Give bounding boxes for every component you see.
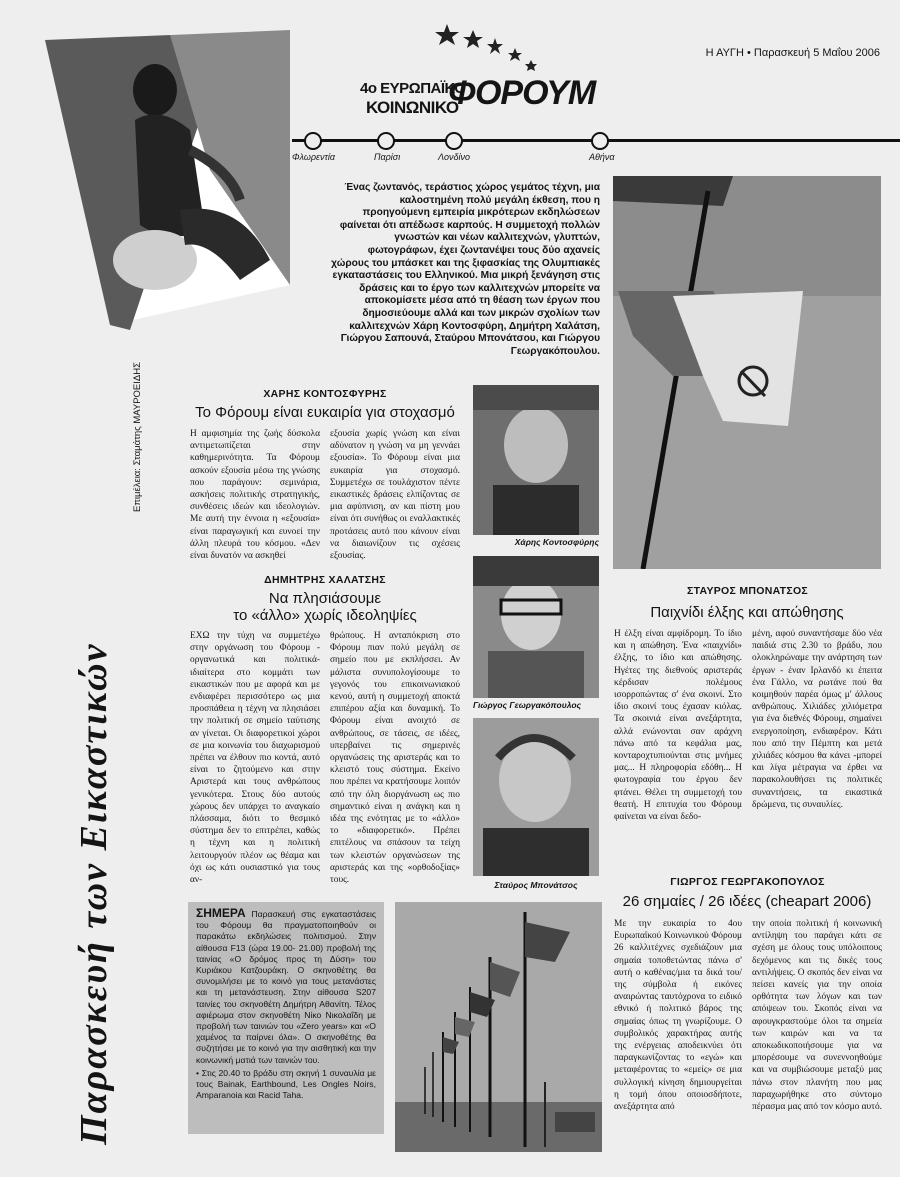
chalatsis-title-2: το «άλλο» χωρίς ιδεοληψίες [233,607,417,624]
timeline-label: Λονδίνο [438,152,471,162]
paper-date: Η ΑΥΓΗ • Παρασκευή 5 Μαΐου 2006 [705,47,880,59]
flags-installation-photo [395,902,602,1152]
kontosfyris-caption: Χάρης Κοντοσφύρης [514,537,599,547]
georgakopoulos-col2: την οποία πολιτική ή κοινωνική αντίληψη του παράγει κάτι σε σχέση με όλους τους υπόλοιπους δεχόμενος και τις δικές τους αντιλήψεις. Ο σκοπός δεν είναι να πείσει κανείς για την οποία ορθότητα των λόγων και των απόψεων του. Σκοπός είναι να αφουγκραστούμε όλοι τα σημεία των καιρών και να τα αποκωδικοποιήσουμε για να μπορέσουμε να συνεννοηθούμε και να συμβιώσουμε μεταξύ μας πάνω στον πλανήτη που μας παραχωρήθηκε στο σύντομο πέρασμα μας από τον κόσμο αυτό. [752,919,882,1113]
bonatsos-title: Παιχνίδι έλξης και απώθησης [650,604,844,621]
timeline-dot [591,132,609,150]
timeline-dot [377,132,395,150]
timeline-label: Φλωρεντία [292,152,335,162]
chalatsis-col1: ΕΧΩ την τύχη να συμμετέχω στην οργάνωση του Φόρουμ - οργανωτικά και πολιτικά- ιδιαίτερα στο κομμάτι των εικαστικών που με αφορά και με ενδιαφέρει περισσότερο ως μια προσπάθεια η τέχνη να πλησιάσει την πολιτική σε σημείο ταύτισης αν γίνεται. Οι διαφορετικοί χώροι σε μια κοινωνία του διαχωρισμού πρέπει να έλθουν πιο κοντά, αυτό είναι το ζητούμενο και στην Αριστερά και τους ανθρώπους γενικότερα. Στους δύο αυτούς χώρους δεν υπάρχει το αναγκαίο πλάσσαμα, διότι το θεσμικό σύστημα δεν το επιτρέπει, καθώς η τέχνη και η πολιτική λειτουργούν πλέον ως θέαμα και όχι ως κάτι ουσιαστικό για τους αν- [190,631,320,886]
georgakopoulos-portrait [473,556,599,698]
timeline [292,130,900,170]
bonatsos-caption: Σταύρος Μπονάτσος [494,880,578,890]
logo-line2: ΚΟΙΝΩΝΙΚΟ [366,98,459,117]
bonatsos-portrait [473,718,599,876]
kontosfyris-title: Το Φόρουμ είναι ευκαιρία για στοχασμό [195,404,455,421]
intro-text: Ένας ζωντανός, τεράστιος χώρος γεμάτος τέχνη, μια καλοστημένη πολύ μεγάλη έκθεση, που η προηγούμενη εμπειρία μικρότερων εκδηλώσεων φαίνεται ότι απέδωσε καρπούς. Η συμμετοχή πολλών γνωστών και νέων καλλιτεχνών, γλυπτών, φωτογράφων, έχει ζωντανέψει τους δύο αχανείς χώρους του μπάσκετ και της ξιφασκίας της Ολυμπιακές εγκαταστάσεις του Ελληνικού. Μια μικρή ξενάγηση στις δράσεις και το έργο των καλλιτεχνών μπορείτε να αποκομίσετε μέσα από τη θέαση των έργων που δημοσιεύουμε αλλά και των μικρών σχολίων των καλλιτεχνών Χάρη Κοντοσφύρη, Δημήτρη Χαλάτση, Γιώργου Σαπουνά, Σταύρου Μπονάτσου, και Γιώργου Γεωργακόπουλου. [331,182,600,357]
today-box [188,902,384,1134]
timeline-dot [304,132,322,150]
kontosfyris-portrait [473,385,599,535]
bullet-icon: • [196,1067,200,1078]
timeline-label: Παρίσι [374,152,401,162]
kontosfyris-col1: Η αμφισημία της ζωής δύσκολα αντιμετωπίζεται στην καθημερινότητα. Τα Φόρουμ ασκούν εξουσία μέσω της γνώσης που παράγουν: σεμινάρια, ασκήσεις πολιτικής στρατηγικής, συνθέσεις ιδεών και ιδεολογιών. Με αυτή την έννοια η «εξουσία» είναι παραγωγική και ευνοεί την άλλη πλευρά του κόσμου. «Δεν είναι δυνατόν να ασκηθεί [190,429,320,562]
logo-line1: 4ο ΕΥΡΩΠΑΪΚΟ [360,80,466,97]
georgakopoulos-name: ΓΙΩΡΓΟΣ ΓΕΩΡΓΑΚΟΠΟΥΛΟΣ [670,876,825,888]
georgakopoulos-col1: Με την ευκαιρία το 4ου Ευρωπαϊκού Κοινωνικού Φόρουμ 26 καλλιτέχνες σχεδιάζουν μια σημαία τοποθετώντας πάνω σ' αυτή ο καθένας/μια τα δικά του/της σύμβολα ή εικόνες αναιρώντας ταυτόχρονα το ειδικό εθνικό ή πολιτικό βάρος της σημαίας όπως τη γνωρίζουμε. Ο συμβολικός χαρακτήρας αυτής της ενέργειας αποδεικνύει ότι παραγκωνίζοντας το «εγώ» και μεταφέροντας το «εμείς» σε μια συλλογική κίνηση δημιουργείται η τομή όπου οποιοσδήποτε, ανεξάρτητα από [614,919,742,1113]
timeline-dot [445,132,463,150]
bonatsos-name: ΣΤΑΥΡΟΣ ΜΠΟΝΑΤΣΟΣ [686,585,809,597]
logo-word: ΦΟΡΟΥΜ [448,74,596,112]
artwork-image [40,30,295,330]
timeline-label: Αθήνα [589,152,615,162]
kontosfyris-col2: εξουσία χωρίς γνώση και είναι αδύνατον η γνώση να μη γεννάει εξουσία». Το Φόρουμ είναι μια ευκαιρία για στοχασμό. Συμμετέχω σε τουλάχιστον πέντε εικαστικές δράσεις ελπίζοντας σε μια αφύπνιση, αν και πίστη μου είναι ότι συνήθως οι εναλλακτικές προτάσεις αυτό που κάνουν είναι να διαιωνίζουν τις σχέσεις εξουσίας. [330,429,460,562]
today-bullet: Στις 20.40 το βράδυ στη σκηνή 1 συναυλία με τους Bainak, Earthbound, Les Ongles Noirs, Amparanoia και Racid Taha. [196,1067,376,1101]
today-label: ΣΗΜΕΡΑ [196,906,246,920]
bonatsos-col1: Η έλξη είναι αμφίδρομη. Το ίδιο και η απώθηση. Ένα «παιχνίδι» έλξης, το ίδιο και απώθησης. Ηγέτες της διεθνούς αριστεράς κέρδισαν πολέμους ισορροπώντας σ' ένα σκοινί. Στο ίδιο σκοινί τους έχασαν κιόλας. Τα σκοινιά είναι ανεξάρτητα, αλλά ενώνονται σαν αράχνη πάνω από τα κεφάλια μας, κονταροχτυπιούνται στις μνήμες μας... Η πληροφορία εδόθη... Η φωτογραφία του έργου δεν φτάνει. Θέλει τη συμμετοχή του θεατή. Η επιτυχία του Φόρουμ φαίνεται να είναι δεδο- [614,629,742,823]
bonatsos-col2: μένη, αφού συναντήσαμε δύο νέα παιδιά στις 2.30 το βράδυ, που ολοκληρώναμε την ανάρτηση των έργων - έναν Ιρλανδό κι έπειτα ένα Γάλλο, να ρωτάνε πού θα κοιμηθούν παρέα όμως μ' άλλους ανθρώπους. Χιλιάδες χιλιόμετρα για ένα διεθνές Φόρουμ, σημαίνει ενεργοποίηση, ενδιαφέρον. Κάτι που από την Πέμπτη και μετά χιλιάδες κόσμου θα κάνει -μπορεί και λίγα μέτραγια να έρθει να παρακολουθήσει τις πολιτικές συναντήσεις, τα εικαστικά δρώμενα, τις συναυλίες. [752,629,882,810]
chalatsis-name: ΔΗΜΗΤΡΗΣ ΧΑΛΑΤΣΗΣ [264,574,386,586]
georgakopoulos-caption: Γιώργος Γεωργακόπουλος [473,700,582,710]
georgakopoulos-title: 26 σημαίες / 26 ιδέες (cheapart 2006) [622,893,872,910]
vertical-section-title: Παρασκευή των Εικαστικών [73,642,115,1145]
forum-logo [360,74,596,128]
flag-artwork-photo [613,176,881,569]
kontosfyris-name: ΧΑΡΗΣ ΚΟΝΤΟΣΦΥΡΗΣ [263,388,387,400]
chalatsis-col2: θρώπους. Η ανταπόκριση στο Φόρουμ πιαν πολύ μεγάλη σε σημείο που με εκπλήσσει. Αν μάλιστα συνυπολογίσουμε το γεγονός του επικοινωνιακού κενού, αυτή η συμμετοχή αποκτά επιπέρου αξία και δυναμική. Το Φόρουμ είναι ανοιχτό σε ανθρώπους, σε τάσεις, σε ιδέες, υπερβαίνει τις σημερινές οργανώσεις της αριστεράς και το κλειστό τους σύστημα. Εκείνο που πρέπει να κρατήσουμε λοιπόν από την όλη διοργάνωση ως πιο σημαντικό είναι η ανάγκη και η ιδέα της ενότητας με το «άλλο» το «διαφορετικό». Πρέπει επιτέλους να σπάσουν τα τείχη των κλειστών οργανώσεων της αριστεράς και της «ορθοδοξίας» τους. [330,631,460,886]
editor-credit: Επιμέλεια: Σταμάτης ΜΑΥΡΟΕΙΔΗΣ [132,362,143,512]
today-text: Παρασκευή στις εγκαταστάσεις του Φόρουμ θα πραγματοποιηθούν οι παρακάτω εκδηλώσεις πολιτισμού. Στην αίθουσα F13 (ώρα 19.00- 21.00) προβολή της ταινίας «Ο δρόμος προς τη Δύση» του Κυριάκου Κατζουράκη. Ο σκηνοθέτης θα συνομιλήσει με το κοινό για τους μετανάστες και τη μετανάστευση. Στην αίθουσα S207 ταινίες του σκηνοθέτη Δημήτρη Αθανίτη. Τέλος αφιέρωμα στον σκηνοθέτη Νίκο Νικολαΐδη με προβολή των ταινιών του «Zero years» και «Ο χαμένος τα παίρνει όλα». Ο σκηνοθέτης θα συζητήσει με το κοινό για την αισθητική και την κοινωνική ματιά των ταινιών του. [196,909,376,1065]
chalatsis-title-1: Να πλησιάσουμε [268,590,382,607]
